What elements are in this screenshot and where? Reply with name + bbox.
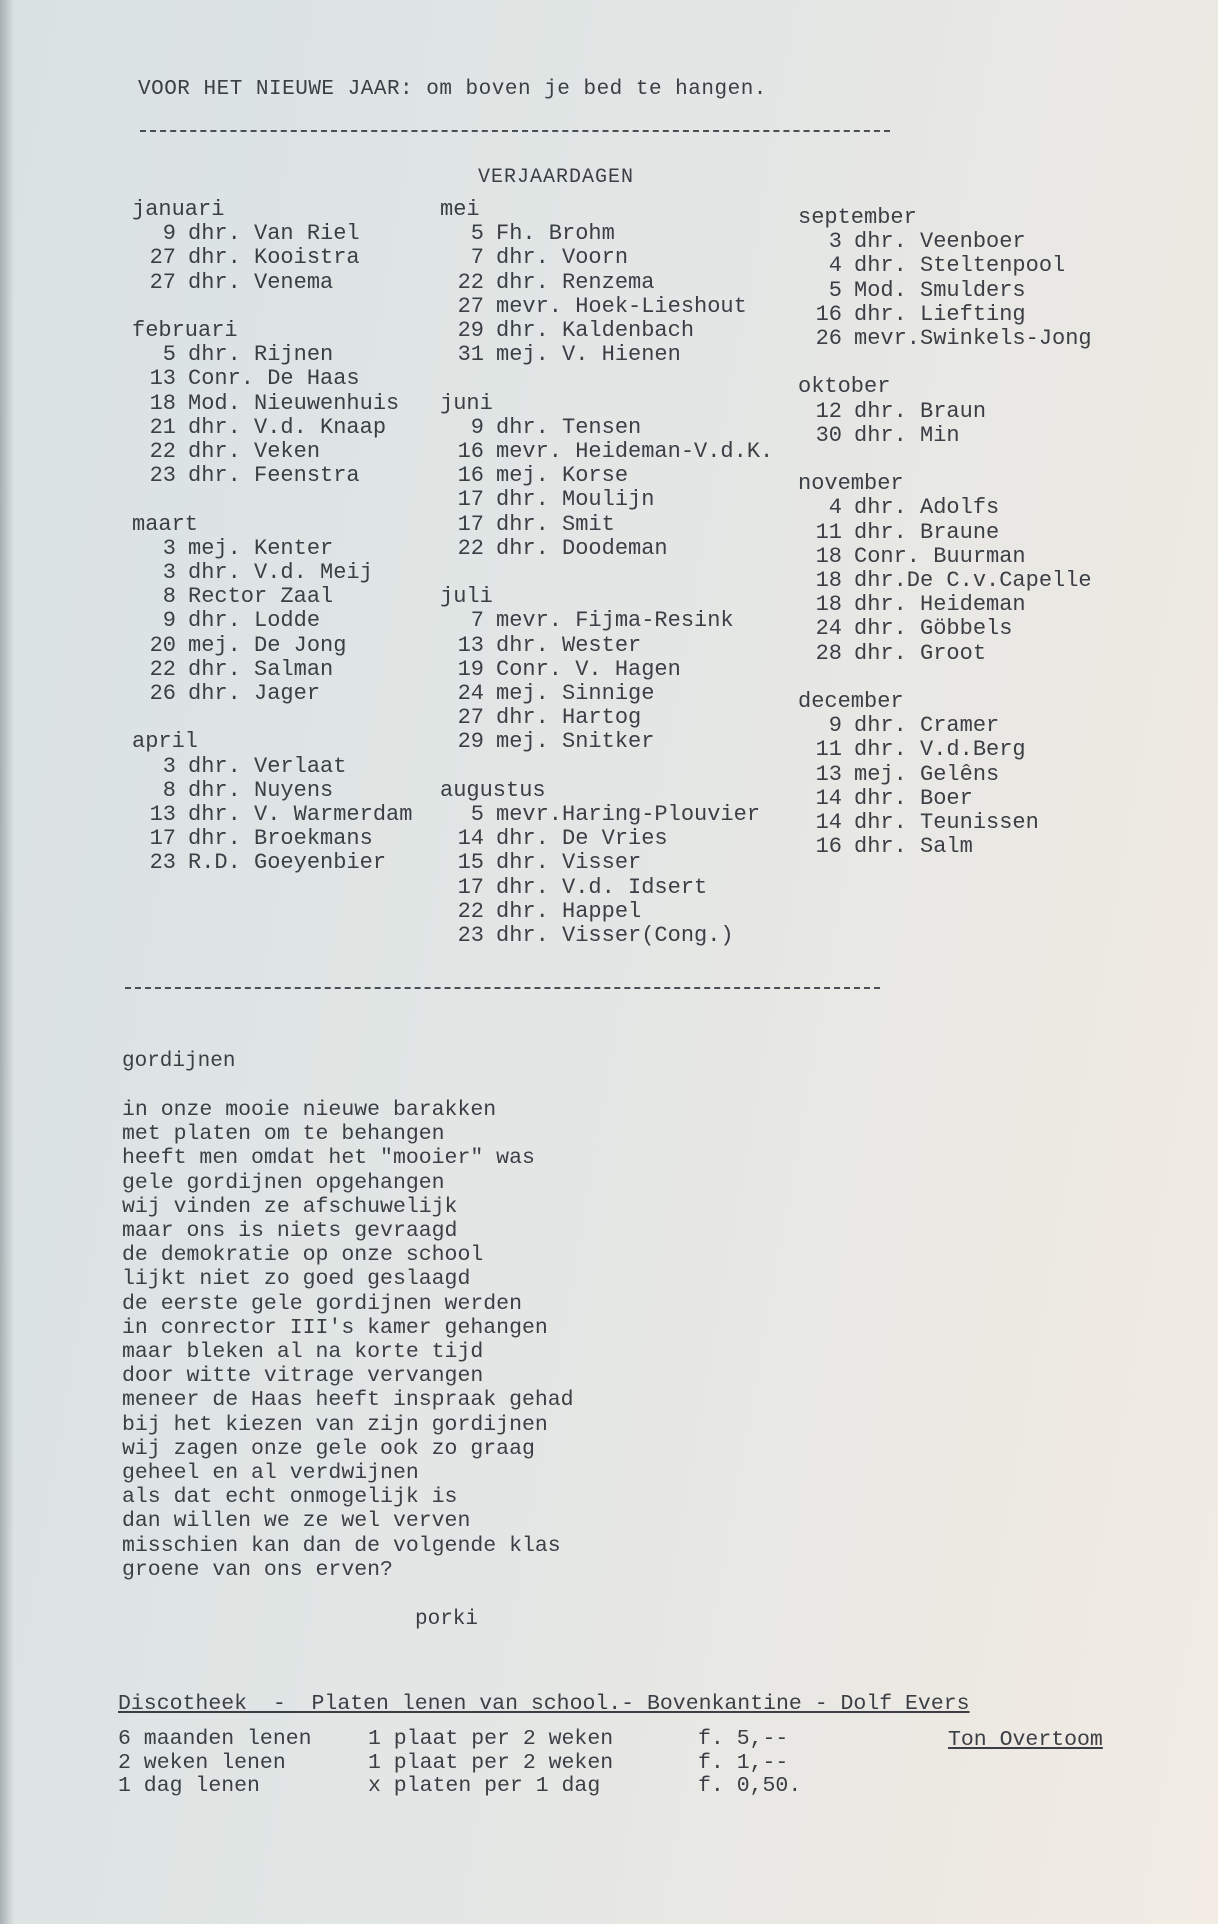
birthday-column-2: [440, 198, 773, 948]
birthday-name: dhr. Feenstra: [188, 463, 360, 489]
birthday-day: 7: [470, 245, 484, 271]
poem-body: [122, 1098, 574, 1582]
birthday-day: 17: [457, 487, 484, 513]
month-heading: juni: [440, 390, 493, 416]
birthday-name: dhr. V.d. Meij: [188, 560, 373, 586]
rate-price: f. 1,--: [698, 1750, 789, 1775]
birthday-name: mevr. Heideman-V.d.K.: [496, 439, 774, 465]
page-header: VOOR HET NIEUWE JAAR: om boven je bed te hangen.: [138, 78, 767, 101]
birthdays-title: VERJAARDAGEN: [478, 166, 635, 189]
birthday-name: dhr. Voorn: [496, 245, 629, 271]
birthday-day: 29: [457, 318, 484, 344]
month-spacer: [132, 706, 412, 730]
birthday-day: 9: [470, 414, 484, 440]
birthday-name: mej. Kenter: [188, 535, 334, 561]
birthday-day: 17: [457, 874, 484, 900]
birthday-name: mevr.Swinkels-Jong: [854, 326, 1092, 352]
birthday-day: 30: [815, 422, 842, 448]
birthday-day: 3: [828, 229, 842, 255]
birthday-entry: [132, 851, 412, 875]
birthday-entry: [440, 416, 773, 440]
birthday-day: 20: [149, 632, 176, 658]
birthday-entry: [798, 496, 1092, 520]
birthday-day: 21: [149, 414, 176, 440]
birthday-day: 16: [815, 301, 842, 327]
birthday-day: 11: [815, 519, 842, 545]
birthday-day: 23: [457, 923, 484, 949]
birthday-day: 13: [149, 366, 176, 392]
birthday-entry: [798, 521, 1092, 545]
month-spacer: [798, 351, 1092, 375]
month-heading: mei: [440, 197, 480, 222]
birthday-day: 8: [162, 584, 176, 610]
birthday-entry: [440, 682, 773, 706]
birthday-name: mej. Snitker: [496, 729, 655, 755]
month-heading: september: [798, 205, 917, 230]
poem-line: maar bleken al na korte tijd: [122, 1340, 484, 1365]
birthday-day: 23: [149, 850, 176, 876]
poem-line: in onze mooie nieuwe barakken: [122, 1098, 497, 1122]
birthday-day: 3: [162, 753, 176, 779]
birthday-entry: [440, 827, 773, 851]
birthday-day: 13: [815, 761, 842, 787]
birthday-name: mej. Korse: [496, 463, 629, 489]
month-spacer: [440, 561, 773, 585]
birthday-name: mevr.Haring-Plouvier: [496, 802, 761, 828]
birthday-entry: [132, 561, 412, 585]
birthday-entry: [132, 634, 412, 658]
birthday-entry: [798, 787, 1092, 811]
month-heading: december: [798, 689, 904, 715]
birthday-name: dhr. Kooistra: [188, 245, 360, 271]
birthday-name: dhr. Renzema: [496, 269, 655, 295]
birthday-entry: [440, 730, 773, 754]
poem-line: door witte vitrage vervangen: [122, 1364, 484, 1389]
birthday-entry: [440, 319, 773, 343]
birthday-entry: [440, 343, 773, 367]
poem-line: maar ons is niets gevraagd: [122, 1219, 458, 1244]
rate-price: f. 5,--: [698, 1727, 789, 1751]
poem-title: gordijnen: [122, 1050, 236, 1073]
month-spacer: [132, 488, 412, 512]
birthday-entry: [132, 779, 412, 803]
birthday-entry: [440, 488, 773, 512]
month-spacer: [440, 367, 773, 391]
birthday-name: mevr. Hoek-Lieshout: [496, 293, 747, 319]
month-heading: augustus: [440, 777, 546, 803]
poem-line: misschien kan dan de volgende klas: [122, 1533, 561, 1558]
birthday-day: 24: [815, 616, 842, 642]
poem-line: wij vinden ze afschuwelijk: [122, 1194, 458, 1219]
birthday-name: dhr. Göbbels: [854, 616, 1013, 642]
month-heading: november: [798, 471, 904, 497]
birthday-entry: [132, 271, 412, 295]
birthday-day: 9: [162, 608, 176, 634]
birthday-entry: [132, 609, 412, 633]
birthday-name: dhr. Veenboer: [854, 229, 1026, 255]
birthday-entry: [132, 585, 412, 609]
birthday-name: dhr. Moulijn: [496, 487, 655, 513]
month-spacer: [132, 295, 412, 319]
birthday-day: 5: [828, 277, 842, 303]
birthday-name: Conr. Buurman: [854, 543, 1026, 569]
birthday-entry: [132, 827, 412, 851]
birthday-day: 11: [815, 737, 842, 763]
birthday-day: 16: [815, 834, 842, 860]
birthday-entry: [132, 392, 412, 416]
birthday-name: dhr. Teunissen: [854, 810, 1039, 836]
birthday-name: Conr. V. Hagen: [496, 656, 681, 682]
birthday-name: dhr. V.d. Idsert: [496, 874, 708, 900]
birthday-name: dhr. V.d.Berg: [854, 737, 1026, 763]
birthday-day: 22: [149, 656, 176, 682]
dashed-divider-middle: [125, 987, 880, 989]
discotheek-heading: Discotheek - Platen lenen van school.- Bovenkantine - Dolf Evers: [118, 1692, 970, 1716]
birthday-name: dhr. Salm: [854, 834, 973, 860]
rate-period: 2 weken lenen: [118, 1750, 286, 1775]
birthday-entry: [798, 569, 1092, 593]
dashed-divider-top: [140, 130, 890, 132]
poem-line: groene van ons erven?: [122, 1557, 393, 1582]
birthday-name: dhr. Adolfs: [854, 495, 1000, 521]
month-heading: januari: [132, 197, 225, 222]
birthday-entry: [798, 593, 1092, 617]
birthday-name: dhr. Hartog: [496, 705, 642, 731]
rate-period: 1 dag lenen: [118, 1774, 260, 1798]
birthday-name: dhr. Lodde: [188, 608, 321, 634]
birthday-day: 28: [815, 640, 842, 666]
birthday-entry: [798, 424, 1092, 448]
birthday-day: 3: [162, 560, 176, 586]
birthday-day: 17: [149, 826, 176, 852]
birthday-name: dhr. Kaldenbach: [496, 318, 695, 344]
birthday-name: dhr. Jager: [188, 681, 321, 707]
birthday-entry: [132, 658, 412, 682]
birthday-day: 22: [457, 898, 484, 924]
birthday-day: 5: [470, 802, 484, 828]
birthday-name: dhr. V.d. Knaap: [188, 414, 387, 440]
poem-line: wij zagen onze gele ook zo graag: [122, 1436, 535, 1461]
birthday-entry: [440, 706, 773, 730]
birthday-name: dhr. Rijnen: [188, 342, 334, 368]
birthday-day: 9: [162, 221, 176, 247]
birthday-name: dhr. Visser(Cong.): [496, 923, 734, 949]
birthday-day: 16: [457, 439, 484, 465]
birthday-day: 27: [457, 705, 484, 731]
poem-line: dan willen we ze wel verven: [122, 1509, 471, 1534]
birthday-day: 22: [149, 439, 176, 465]
birthday-entry: [798, 811, 1092, 835]
birthday-day: 5: [470, 221, 484, 247]
birthday-name: dhr. Smit: [496, 511, 615, 537]
poem-line: geheel en al verdwijnen: [122, 1461, 419, 1486]
birthday-day: 4: [828, 495, 842, 521]
birthday-day: 4: [828, 253, 842, 279]
rate-row: [118, 1752, 848, 1776]
birthday-name: Mod. Smulders: [854, 277, 1026, 303]
birthday-entry: [798, 835, 1092, 859]
birthday-day: 31: [457, 342, 484, 368]
discotheek-rates: [118, 1728, 848, 1799]
birthday-name: dhr. Braun: [854, 398, 987, 424]
birthday-entry: [440, 851, 773, 875]
birthday-day: 24: [457, 681, 484, 707]
birthday-name: dhr. Nuyens: [188, 777, 334, 803]
birthday-name: dhr. Cramer: [854, 713, 1000, 739]
birthday-name: Mod. Nieuwenhuis: [188, 390, 400, 416]
birthday-entry: [132, 464, 412, 488]
birthday-column-3: [798, 206, 1092, 859]
birthday-entry: [798, 763, 1092, 787]
birthday-name: R.D. Goeyenbier: [188, 850, 387, 876]
poem-signature: porki: [415, 1608, 479, 1631]
poem-line: bij het kiezen van zijn gordijnen: [122, 1412, 548, 1437]
birthday-name: dhr. Liefting: [854, 301, 1026, 327]
birthday-entry: [798, 545, 1092, 569]
birthday-entry: [440, 537, 773, 561]
birthday-column-1: [132, 198, 412, 876]
birthday-day: 13: [457, 632, 484, 658]
birthday-entry: [798, 714, 1092, 738]
birthday-day: 29: [457, 729, 484, 755]
birthday-day: 22: [457, 269, 484, 295]
discotheek-contact: Ton Overtoom: [948, 1728, 1103, 1752]
birthday-name: dhr.De C.v.Capelle: [854, 568, 1092, 594]
birthday-day: 14: [815, 785, 842, 811]
birthday-name: dhr. Heideman: [854, 592, 1026, 618]
birthday-day: 5: [162, 342, 176, 368]
month-heading: februari: [132, 318, 238, 343]
month-heading: oktober: [798, 374, 891, 400]
birthday-day: 18: [815, 592, 842, 618]
birthday-name: dhr. Verlaat: [188, 753, 347, 779]
rate-row: [118, 1728, 848, 1752]
poem-line: met platen om te behangen: [122, 1122, 445, 1147]
birthday-entry: [440, 803, 773, 827]
birthday-entry: [798, 327, 1092, 351]
birthday-day: 18: [815, 543, 842, 569]
birthday-day: 8: [162, 777, 176, 803]
month-heading: juli: [440, 584, 493, 610]
month-heading: april: [132, 729, 199, 755]
birthday-day: 18: [815, 568, 842, 594]
birthday-name: Conr. De Haas: [188, 366, 360, 392]
birthday-name: dhr. Van Riel: [188, 221, 360, 247]
birthday-entry: [132, 246, 412, 270]
birthday-day: 13: [149, 802, 176, 828]
birthday-entry: [440, 246, 773, 270]
birthday-name: dhr. Broekmans: [188, 826, 373, 852]
birthday-day: 27: [149, 245, 176, 271]
birthday-name: mej. V. Hienen: [496, 342, 681, 368]
month-spacer: [798, 666, 1092, 690]
birthday-entry: [132, 367, 412, 391]
birthday-entry: [798, 617, 1092, 641]
birthday-day: 3: [162, 535, 176, 561]
page-edge-shadow: [0, 0, 14, 1924]
birthday-name: dhr. Tensen: [496, 414, 642, 440]
birthday-entry: [440, 222, 773, 246]
rate-period: 6 maanden lenen: [118, 1727, 312, 1751]
birthday-name: dhr. V. Warmerdam: [188, 802, 413, 828]
birthday-entry: [798, 642, 1092, 666]
birthday-day: 7: [470, 608, 484, 634]
birthday-entry: [440, 609, 773, 633]
birthday-day: 26: [815, 326, 842, 352]
birthday-day: 16: [457, 463, 484, 489]
poem-line: heeft men omdat het "mooier" was: [122, 1146, 535, 1171]
birthday-entry: [132, 537, 412, 561]
birthday-name: dhr. Happel: [496, 898, 642, 924]
birthday-day: 27: [149, 269, 176, 295]
birthday-entry: [440, 295, 773, 319]
birthday-day: 14: [457, 826, 484, 852]
birthday-day: 12: [815, 398, 842, 424]
birthday-name: mevr. Fijma-Resink: [496, 608, 734, 634]
birthday-day: 18: [149, 390, 176, 416]
birthday-name: dhr. Wester: [496, 632, 642, 658]
poem-line: meneer de Haas heeft inspraak gehad: [122, 1388, 574, 1413]
birthday-entry: [132, 682, 412, 706]
birthday-entry: [132, 343, 412, 367]
birthday-entry: [440, 271, 773, 295]
birthday-name: dhr. De Vries: [496, 826, 668, 852]
birthday-day: 14: [815, 810, 842, 836]
birthday-entry: [440, 634, 773, 658]
poem-line: gele gordijnen opgehangen: [122, 1170, 445, 1195]
birthday-day: 22: [457, 535, 484, 561]
birthday-name: dhr. Groot: [854, 640, 987, 666]
month-heading: maart: [132, 511, 199, 537]
rate-terms: x platen per 1 dag: [368, 1774, 601, 1798]
birthday-entry: [132, 440, 412, 464]
birthday-entry: [132, 416, 412, 440]
birthday-name: dhr. Visser: [496, 850, 642, 876]
birthday-entry: [440, 464, 773, 488]
poem-line: de eerste gele gordijnen werden: [122, 1291, 522, 1316]
birthday-day: 26: [149, 681, 176, 707]
rate-terms: 1 plaat per 2 weken: [368, 1750, 614, 1775]
birthday-day: 15: [457, 850, 484, 876]
birthday-name: dhr. Venema: [188, 269, 334, 295]
birthday-day: 27: [457, 293, 484, 319]
birthday-entry: [798, 230, 1092, 254]
poem-line: als dat echt onmogelijk is: [122, 1485, 458, 1510]
birthday-entry: [440, 658, 773, 682]
birthday-name: mej. De Jong: [188, 632, 347, 658]
birthday-name: dhr. Salman: [188, 656, 334, 682]
birthday-day: 17: [457, 511, 484, 537]
birthday-name: dhr. Doodeman: [496, 535, 668, 561]
birthday-entry: [798, 279, 1092, 303]
rate-terms: 1 plaat per 2 weken: [368, 1727, 614, 1751]
birthday-entry: [798, 400, 1092, 424]
birthday-entry: [798, 254, 1092, 278]
birthday-entry: [132, 755, 412, 779]
birthday-name: dhr. Braune: [854, 519, 1000, 545]
birthday-entry: [440, 924, 773, 948]
birthday-name: Rector Zaal: [188, 584, 334, 610]
birthday-entry: [440, 876, 773, 900]
birthday-entry: [440, 513, 773, 537]
birthday-name: dhr. Min: [854, 422, 960, 448]
birthday-name: mej. Sinnige: [496, 681, 655, 707]
birthday-name: dhr. Veken: [188, 439, 321, 465]
birthday-name: dhr. Steltenpool: [854, 253, 1066, 279]
poem-line: in conrector III's kamer gehangen: [122, 1315, 548, 1340]
birthday-name: Fh. Brohm: [496, 221, 615, 247]
birthday-entry: [798, 738, 1092, 762]
month-spacer: [440, 755, 773, 779]
poem-line: lijkt niet zo goed geslaagd: [122, 1267, 471, 1292]
rate-row: [118, 1775, 848, 1799]
month-spacer: [798, 448, 1092, 472]
birthday-entry: [132, 803, 412, 827]
birthday-name: dhr. Boer: [854, 785, 973, 811]
birthday-entry: [798, 303, 1092, 327]
birthday-entry: [132, 222, 412, 246]
birthday-day: 19: [457, 656, 484, 682]
birthday-name: mej. Gelêns: [854, 761, 1000, 787]
poem-line: de demokratie op onze school: [122, 1243, 484, 1268]
birthday-entry: [440, 900, 773, 924]
birthday-day: 23: [149, 463, 176, 489]
rate-price: f. 0,50.: [698, 1774, 802, 1798]
birthday-day: 9: [828, 713, 842, 739]
birthday-entry: [440, 440, 773, 464]
